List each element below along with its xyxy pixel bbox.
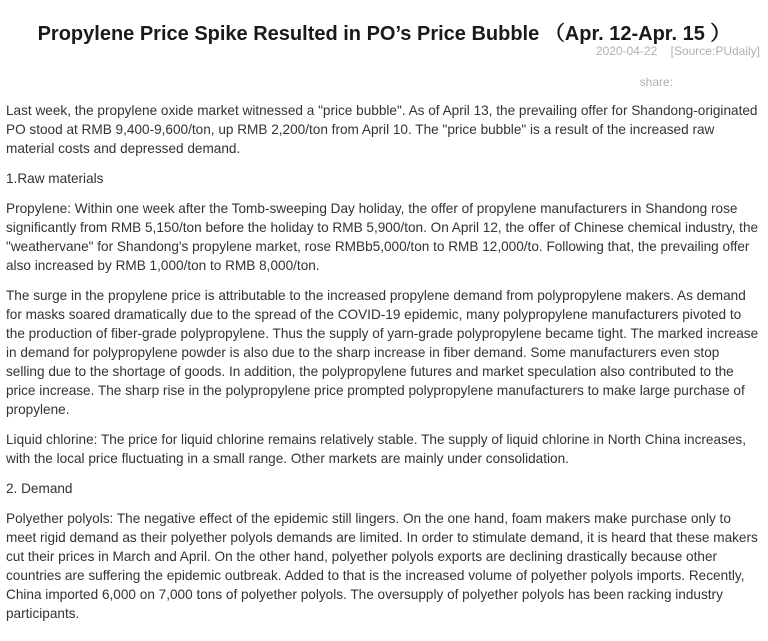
section-heading-demand: 2. Demand [6,481,73,496]
article-title: Propylene Price Spike Resulted in PO’s Price Bubble （Apr. 12-Apr. 15 ） [37,23,731,46]
propylene-surge-paragraph: The surge in the propylene price is attributable to the increased propylene demand from polypropylene makers. As demand for masks soared dramatically due to the spread of the COVID-19 epidemic, many polypropylene manufacturers pivoted to the production of fiber-grade polypropylene. Thus the supply of yarn-grade polypropylene became tight. The marked increase in demand for polypropylene powder is also due to the sharp increase in fiber demand. Some manufacturers even stop selling due to the shortage of goods. In addition, the polypropylene futures and market speculation also contributed to the price increase. The sharp rise in the polypropylene price prompted polypropylene manufacturers to make large purchase of propylene. [6,288,759,417]
propylene-paragraph: Propylene: Within one week after the Tomb-sweeping Day holiday, the offer of propylene manufacturers in Shandong rose significantly from RMB 5,150/ton before the holiday to RMB 5,900/ton. On April 12, the offer of Chinese chemical industry, the "weathervane" for Shandong's propylene market, rose RMBb5,000/ton to RMB 12,000/to. Following that, the prevailing offer also increased by RMB 1,000/ton to RMB 8,000/ton. [6,201,759,273]
liquid-chlorine-paragraph: Liquid chlorine: The price for liquid chlorine remains relatively stable. The supply of liquid chlorine in North China increases, with the local price fluctuating in a small range. Other markets are mainly under consolidation. [6,432,746,466]
publish-date: 2020-04-22 [595,44,658,58]
polyether-polyols-paragraph: Polyether polyols: The negative effect of the epidemic still lingers. On the one hand, foam makers make purchase only to meet rigid demand as their polyether polyols demands are limited. In order to stimulate demand, it is heard that these makers cut their prices in March and April. On the other hand, polyether polyols exports are declining drastically because other countries are suffering the epidemic outbreak. Added to that is the increased volume of polyether polyols imports. Recently, China imported 6,000 on 7,000 tons of polyether polyols. The oversupply of polyether polyols has been racking industry participants. [6,511,758,621]
share-label: share: [639,75,673,89]
section-heading-raw-materials: 1.Raw materials [6,171,104,186]
article-body [6,101,761,634]
article-meta [596,43,760,59]
intro-paragraph: Last week, the propylene oxide market witnessed a "price bubble". As of April 13, the prevailing offer for Shandong-originated PO stood at RMB 9,400-9,600/ton, up RMB 2,200/ton from April 10. The "price bubble" is a result of the increased raw material costs and depressed demand. [6,103,758,156]
source-link[interactable]: [Source:PUdaily] [670,44,760,58]
